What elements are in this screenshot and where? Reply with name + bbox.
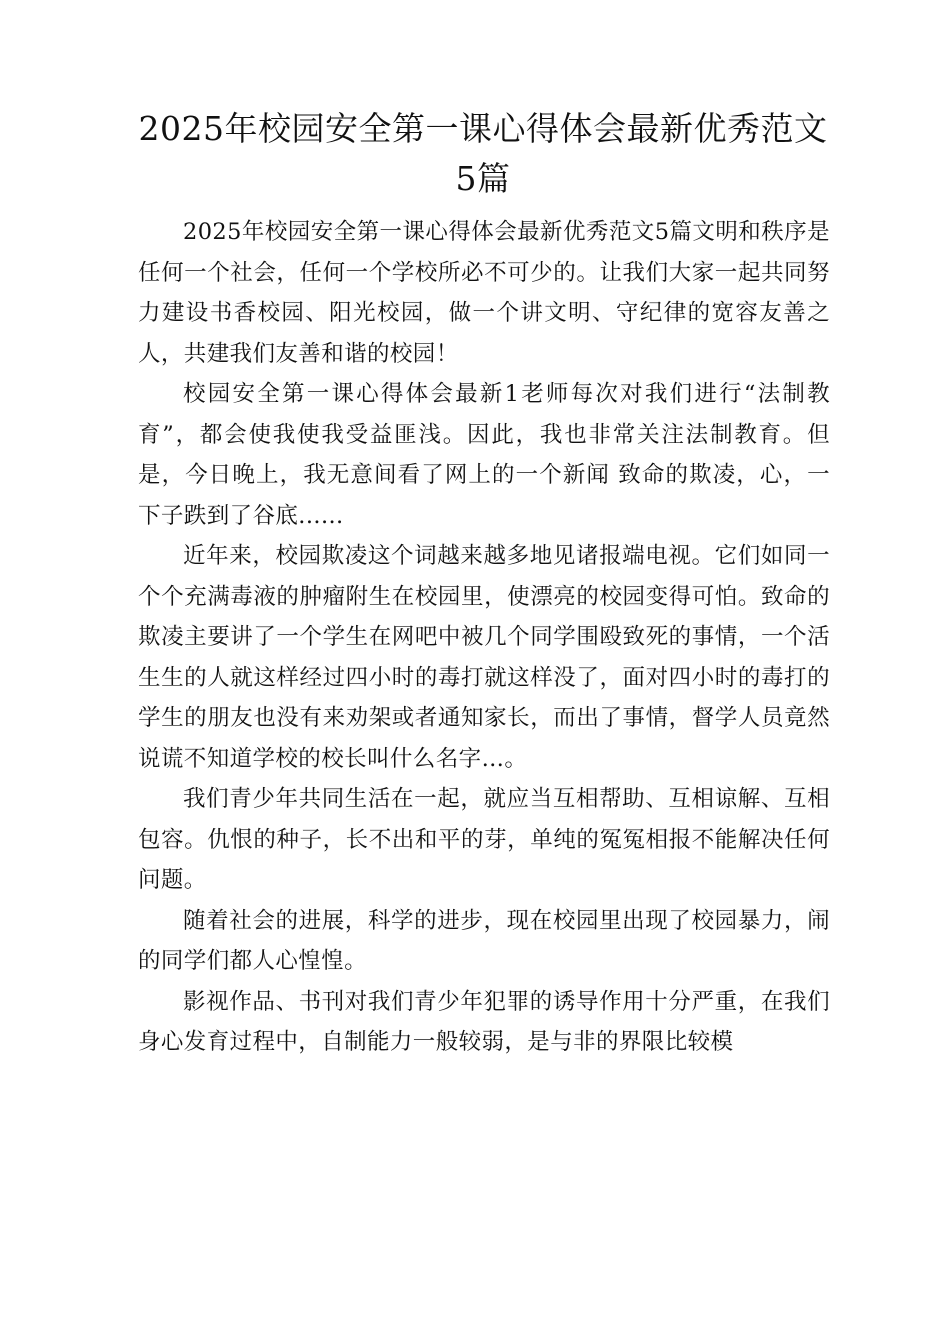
paragraph-4: 我们青少年共同生活在一起，就应当互相帮助、互相谅解、互相包容。仇恨的种子，长不出和平的芽，单纯的冤冤相报不能解决任何问题。 bbox=[138, 786, 830, 893]
paragraph-3: 近年来，校园欺凌这个词越来越多地见诸报端电视。它们如同一个个充满毒液的肿瘤附生在校园里，使漂亮的校园变得可怕。致命的欺凌主要讲了一个学生在网吧中被几个同学围殴致死的事情，一个活生生的人就这样经过四小时的毒打就这样没了，面对四小时的毒打的学生的朋友也没有来劝架或者通知家长，而出了事情，督学人员竟然说谎不知道学校的校长叫什么名字…。 bbox=[138, 543, 830, 772]
paragraph-6: 影视作品、书刊对我们青少年犯罪的诱导作用十分严重，在我们身心发育过程中，自制能力一般较弱，是与非的界限比较模 bbox=[138, 988, 830, 1055]
document-body bbox=[138, 212, 830, 1063]
paragraph-1: 2025年校园安全第一课心得体会最新优秀范文5篇文明和秩序是任何一个社会，任何一个学校所必不可少的。让我们大家一起共同努力建设书香校园、阳光校园，做一个讲文明、守纪律的宽容友善之人，共建我们友善和谐的校园！ bbox=[138, 219, 830, 367]
document-title: 2025年校园安全第一课心得体会最新优秀范文5篇 bbox=[138, 109, 828, 198]
paragraph-5: 随着社会的进展，科学的进步，现在校园里出现了校园暴力，闹的同学们都人心惶惶。 bbox=[138, 907, 830, 974]
paragraph-2: 校园安全第一课心得体会最新1老师每次对我们进行“法制教育”，都会使我使我受益匪浅。因此，我也非常关注法制教育。但是，今日晚上，我无意间看了网上的一个新闻 致命的欺凌，心，一下子跌到了谷底...... bbox=[138, 381, 830, 529]
